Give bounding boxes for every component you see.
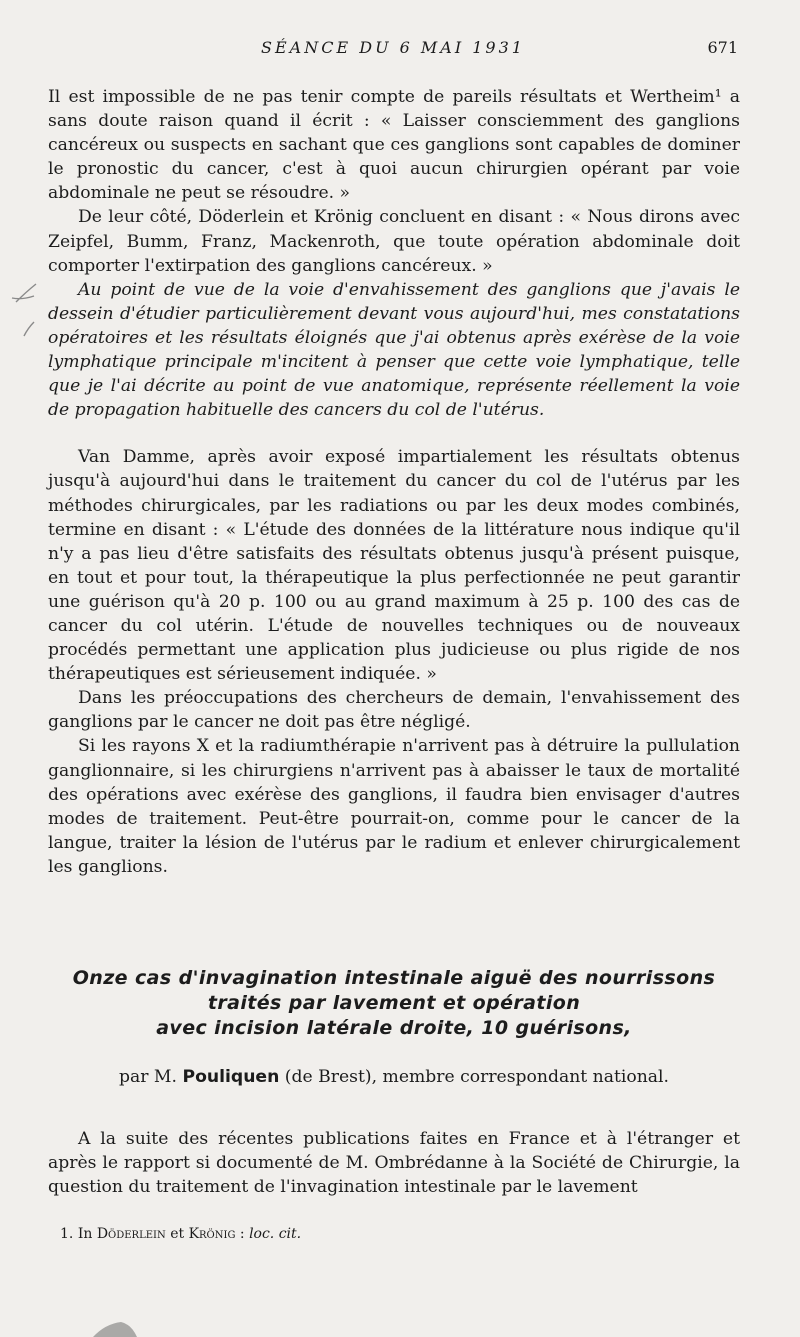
byline-suffix: (de Brest), membre correspondant national.: [284, 1067, 669, 1087]
footnote-number: 1.: [60, 1226, 74, 1242]
margin-annotation-mark: [4, 282, 44, 342]
footnote-conjunction: et: [170, 1226, 185, 1242]
byline: [48, 1067, 740, 1087]
article-title-line: Onze cas d'invagination intestinale aiguë des nourrissons: [72, 967, 716, 989]
footnote-author: Krönig: [188, 1226, 236, 1242]
footnote: [60, 1224, 740, 1244]
body-text-article: [48, 1127, 740, 1199]
paragraph: Van Damme, après avoir exposé impartialement les résultats obtenus jusqu'à aujourd'hui dans le traitement du cancer du col de l'utérus par les méthodes chirurgicales, par les radiations ou par les deux modes combinés, termine en disant : « L'étude des données de la littérature nous indique qu'il n'y a pas lieu d'être satisfaits des résultats obtenus jusqu'à présent puisque, en tout et pour tout, la thérapeutique la plus perfectionnée ne peut garantir une guérison qu'à 20 p. 100 ou au grand maximum à 25 p. 100 des cas de cancer du col utérin. L'étude de nouvelles techniques ou de nouveaux procédés permettant une application plus judicieuse ou plus rigide de nos thérapeutiques est sérieusement indiquée. »: [48, 447, 740, 685]
page-header: [48, 38, 738, 62]
article-title-line: avec incision latérale droite, 10 guérisons,: [156, 1017, 632, 1039]
paragraph: Si les rayons X et la radiumthérapie n'arrivent pas à détruire la pullulation ganglionnaire, si les chirurgiens n'arrivent pas à abaisser le taux de mortalité des opérations avec exérèse des ganglions, il faudra bien envisager d'autres modes de traitement. Peut-être pourrait-on, comme pour le cancer de la langue, traiter la lésion de l'utérus par le radium et enlever chirurgicalement les ganglions.: [48, 736, 740, 877]
paragraph: De leur côté, Döderlein et Krönig concluent en disant : « Nous dirons avec Zeipfel, Bumm, Franz, Mackenroth, que toute opération abdominale doit comporter l'extirpation des ganglions cancéreux. »: [48, 207, 740, 276]
author-name: Pouliquen: [182, 1067, 280, 1087]
paragraph-italic: Au point de vue de la voie d'envahissement des ganglions que j'avais le dessein d'étudier particulièrement devant vous aujourd'hui, mes constatations opératoires et les résultats éloignés que j'ai obtenus après exérèse de la voie lymphatique principale m'incitent à penser que cette voie lymphatique, telle que je l'ai décrite au point de vue anatomique, représente réellement la voie de propagation habituelle des cancers du col de l'utérus.: [48, 279, 740, 421]
article-title: [44, 966, 744, 1041]
page-number: 671: [707, 38, 738, 57]
footnote-author: Döderlein: [96, 1226, 166, 1242]
byline-prefix: par M.: [119, 1067, 177, 1087]
ink-blot-mark: [85, 1318, 145, 1337]
body-text-top: [48, 85, 740, 879]
footnote-separator: :: [239, 1226, 245, 1242]
footnote-reference: loc. cit.: [249, 1226, 302, 1242]
paragraph: Il est impossible de ne pas tenir compte de pareils résultats et Wertheim¹ a sans doute raison quand il écrit : « Laisser consciemment des ganglions cancéreux ou suspects en sachant que ces ganglions sont capables de dominer le pronostic du cancer, c'est à quoi aucun chirurgien opérant par voie abdominale ne peut se résoudre. »: [48, 87, 740, 204]
paragraph: Dans les préoccupations des chercheurs de demain, l'envahissement des ganglions par le cancer ne doit pas être négligé.: [48, 688, 740, 733]
footnote-prefix: In: [77, 1226, 93, 1242]
paragraph: A la suite des récentes publications faites en France et à l'étranger et après le rapport si documenté de M. Ombrédanne à la Société de Chirurgie, la question du traitement de l'invagination intestinale par le lavement: [48, 1129, 740, 1198]
running-title: SÉANCE DU 6 MAI 1931: [261, 38, 525, 57]
article-title-line: traités par lavement et opération: [207, 992, 581, 1014]
